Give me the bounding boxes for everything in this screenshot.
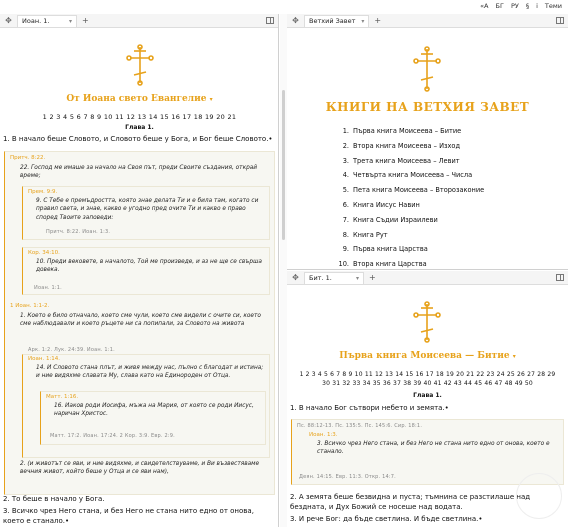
split-view-icon[interactable] [266, 17, 274, 24]
topics-button[interactable]: Теми [544, 2, 562, 10]
gear-icon[interactable]: ✥ [5, 16, 12, 25]
verse-3[interactable]: 3. Всичко чрез Него стана, и без Него не стана нито едно от онова, което е станало.• [3, 507, 254, 525]
ref-label[interactable]: Прем. 9:9. [28, 189, 58, 195]
chapter-numbers[interactable]: 1 2 3 4 5 6 7 8 9 10 11 12 13 14 15 16 17 18 19 20 21 [42, 113, 237, 121]
ref-label[interactable]: Матт. 1:16. [46, 394, 79, 400]
ref-label[interactable]: Иоан. 1:14. [28, 356, 61, 362]
ref-sources[interactable]: Деян. 14:15. Евр. 11:3. Откр. 14:7. [299, 474, 396, 480]
ref-text: 14. И Словото стана плът, и живя между нас, пълно с благодат и истина; и ние видяхме славата Му, слава като на Единороден от Отца. [36, 365, 264, 380]
ref-label[interactable]: Притч. 8:22. [10, 155, 46, 161]
ref-label[interactable]: 1 Иоан. 1:1-2. [10, 303, 50, 309]
chapter-numbers[interactable]: 30 31 32 33 34 35 36 37 38 39 40 41 42 43 44 45 46 47 48 49 50 [322, 380, 533, 387]
book-list-item[interactable]: 3. Трета книга Моисеева – Левит [342, 156, 460, 165]
ref-text: 3. Всичко чрез Него стана, и без Него не стана нито едно от онова, което е станало. [317, 441, 550, 456]
right-bottom-pane [287, 271, 568, 527]
book-list-item[interactable]: 10. Втора книга Царства [338, 260, 427, 269]
ref-sources[interactable]: Притч. 8:22. Иоан. 1:3. [46, 229, 111, 235]
verse-2[interactable]: 2. А земята беше безвидна и пуста; тъмнина се разстилаше над бездната, и Дух Божий се носеше над водата. [290, 493, 531, 511]
ref-sources[interactable]: Пс. 88:12-13. Пс. 135:5. Пс. 145:6. Сир. 18:1. [297, 423, 423, 429]
scrollbar[interactable] [282, 90, 285, 240]
emblem-watermark [516, 473, 562, 519]
chapter-heading: Глава 1. [413, 392, 442, 399]
chevron-down-icon[interactable]: ▾ [355, 274, 359, 282]
right-top-pane-header [287, 14, 568, 28]
chevron-down-icon[interactable]: ▾ [68, 17, 72, 25]
tab-label: Иоан. 1. [22, 17, 50, 25]
add-tab-icon[interactable]: + [82, 16, 89, 25]
add-tab-icon[interactable]: + [369, 273, 376, 282]
book-list-item[interactable]: 9. Първа книга Царства [342, 245, 428, 254]
tab-label: Бит. 1. [309, 274, 332, 282]
left-pane-tab[interactable] [17, 15, 77, 27]
book-list-item[interactable]: 8. Книга Рут [342, 230, 388, 239]
chevron-down-icon[interactable]: ▾ [361, 17, 365, 25]
left-pane [0, 14, 279, 527]
right-top-pane-tab[interactable] [304, 15, 369, 27]
ref-text: 2. (и животът се яви, и ние видяхме, и свидетелствуваме, и Ви възвестяваме вечния живот, който беше у Отца и се яви нам), [20, 461, 260, 476]
left-pane-header [0, 14, 278, 28]
ref-sources[interactable]: Арк. 1:2. Лук. 24:39. Иоан. 1:1. [28, 347, 115, 353]
ref-text: 22. Господ ме имаше за начало на Своя път, преди Своите създания, открай време; [20, 165, 258, 180]
lang-ru-button[interactable]: РУ [510, 2, 519, 10]
book-list-item[interactable]: 6. Книга Иисус Навин [342, 200, 420, 209]
right-bottom-pane-header [287, 271, 568, 285]
info-button[interactable]: i [536, 2, 538, 10]
orthodox-cross-icon [411, 301, 443, 343]
chapter-heading: Глава 1. [125, 124, 154, 131]
ref-label[interactable]: Кор. 34:10. [28, 250, 60, 256]
ref-text: 9. С Тебе е премъдростта, която знае делата Ти и е била там, когато си правил света, и знае, какво е угодно пред очите Ти и какво е право според Твоите заповеди: [36, 198, 259, 221]
book-list-item[interactable]: 2. Втора книга Моисеева – Изход [342, 141, 460, 150]
book-list-item[interactable]: 4. Четвърта книга Моисеева – Числа [342, 171, 473, 180]
right-bottom-pane-tab[interactable] [304, 272, 364, 284]
split-view-icon[interactable] [556, 274, 564, 281]
chapter-numbers[interactable]: 1 2 3 4 5 6 7 8 9 10 11 12 13 14 15 16 17 18 19 20 21 22 23 24 25 26 27 28 29 [299, 371, 556, 378]
book-list-item[interactable]: 5. Пета книга Моисеева – Второзаконие [342, 186, 485, 195]
add-tab-icon[interactable]: + [374, 16, 382, 25]
book-title[interactable]: Първа книга Моисеева — Битие ▾ [339, 351, 516, 361]
orthodox-cross-icon [411, 46, 443, 92]
right-top-pane [287, 14, 568, 270]
section-title: КНИГИ НА ВЕТХИЯ ЗАВЕТ [325, 100, 530, 114]
ref-text: 1. Което е било отначало, което сме чули, което сме видели с очите си, което сме наблюдавали и което ръцете ни са попипали, за Словото на живота [20, 313, 261, 328]
lang-bg-button[interactable]: БГ [495, 2, 504, 10]
top-bar-items [480, 2, 562, 10]
gear-icon[interactable]: ✥ [292, 273, 299, 282]
verse-3[interactable]: 3. И рече Бог: да бъде светлина. И бъде светлина.• [290, 515, 483, 523]
ref-text: 10. Преди вековете, в началото, Той ме произведе, и аз не ще се свърша довека. [36, 259, 262, 274]
ref-sources[interactable]: Иоан. 1:1. [34, 285, 62, 291]
book-list-item[interactable]: 1. Първа книга Моисеева – Битие [342, 127, 462, 135]
verse-1[interactable]: 1. В начало Бог сътвори небето и земята.• [290, 404, 449, 412]
ref-label[interactable]: Иоан. 1:3. [309, 432, 338, 438]
split-view-icon[interactable] [556, 17, 564, 24]
gear-icon[interactable]: ✥ [292, 16, 299, 25]
top-bar [0, 0, 568, 14]
orthodox-cross-icon [124, 44, 156, 86]
verse-2[interactable]: 2. То беше в начало у Бога. [3, 495, 105, 503]
ref-sources[interactable]: Матт. 17:2. Иоан. 17:24. 2 Кор. 3:9. Евр. 2:9. [50, 433, 175, 439]
book-title[interactable]: От Иоана свето Евангелие ▾ [66, 94, 213, 104]
tab-label: Ветхий Завет [309, 17, 356, 25]
section-button[interactable]: § [525, 2, 530, 10]
verse-1[interactable]: 1. В начало беше Словото, и Словото беше у Бога, и Бог беше Словото.• [3, 135, 273, 143]
book-list [335, 126, 484, 270]
book-list-item[interactable]: 7. Книга Съдии Израилеви [342, 215, 438, 224]
ref-text: 16. Иаков роди Иосифа, мъжа на Мария, от която се роди Иисус, наричан Христос. [54, 403, 254, 418]
font-size-button[interactable]: «A [480, 2, 489, 10]
